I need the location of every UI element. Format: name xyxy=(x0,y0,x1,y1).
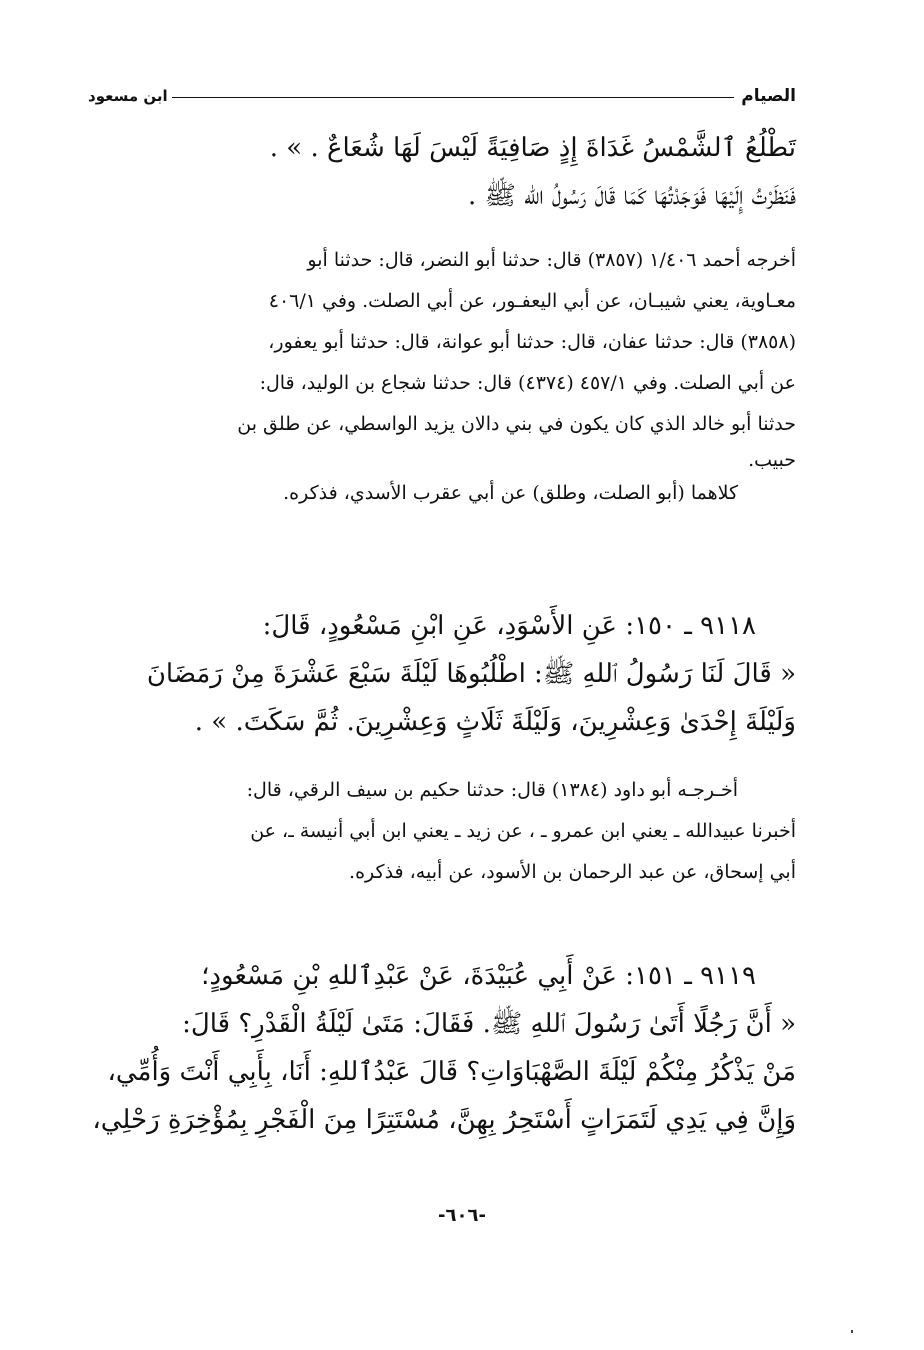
takhrij-line: أخبرنا عبيدالله ـ يعني ابن عمرو ـ ، عن زيد ـ يعني ابن أبي أنيسة ـ، عن xyxy=(250,820,796,842)
scan-speck xyxy=(851,1330,853,1333)
page-number: -٦٠٦- xyxy=(438,1205,486,1226)
hadith-heading: ٩١١٩ ـ ١٥١: عَنْ أَبِي عُبَيْدَةَ، عَنْ عَبْدِٱللهِ بْنِ مَسْعُودٍ؛ xyxy=(201,961,756,991)
hadith-heading: ٩١١٨ ـ ١٥٠: عَنِ الأَسْوَدِ، عَنِ ابْنِ مَسْعُودٍ، قَالَ: xyxy=(262,611,756,641)
takhrij-paragraph xyxy=(88,240,796,511)
takhrij-line: أبي إسحاق، عن عبد الرحمان بن الأسود، عن أبيه، فذكره. xyxy=(349,861,796,883)
takhrij-line: أخـرجـه أبو داود (١٣٨٤) قال: حدثنا حكيم بن سيف الرقي، قال: xyxy=(246,779,738,801)
hadith-line: تَطْلُعُ ٱلشَّمْسُ غَدَاةَ إِذٍ صَافِيَةً لَيْسَ لَهَا شُعَاعٌ . » . xyxy=(269,133,796,163)
takhrij-line: حبيب. xyxy=(748,449,796,471)
hadith-line: وَإِنَّ فِي يَدِي لَتَمَرَاتٍ أَسْتَحِرُ بِهِنَّ، مُسْتَتِرًا مِنَ الْفَجْرِ بِمُؤْخِرَةِ رَحْلِي، xyxy=(92,1105,796,1135)
header-section-title: الصيام xyxy=(741,86,796,106)
header-rule xyxy=(172,97,734,98)
hadith-line: مَنْ يَذْكُرُ مِنْكُمْ لَيْلَةَ الصَّهْبَاوَاتِ؟ قَالَ عَبْدُٱللهِ: أَنَا، بِأَبِي أَنْتَ وَأُمِّي، xyxy=(107,1057,796,1087)
hadith-9119 xyxy=(88,952,796,1144)
hadith-line: « أَنَّ رَجُلًا أَتَىٰ رَسُولَ ٱللهِ ﷺ. فَقَالَ: مَتَىٰ لَيْلَةُ الْقَدْرِ؟ قَالَ: xyxy=(182,1009,796,1039)
takhrij-line: معـاوية، يعني شيبـان، عن أبي اليعفـور، عن أبي الصلت. وفي ٤٠٦/١ xyxy=(268,290,796,312)
takhrij-line: عن أبي الصلت. وفي ٤٥٧/١ (٤٣٧٤) قال: حدثنا شجاع بن الوليد، قال: xyxy=(259,372,796,394)
hadith-continuation xyxy=(88,124,796,220)
hadith-line: فَنَظَرْتُ إِلَيْهَا فَوَجَدْتُهَا كَمَا قَالَ رَسُولُ الله ﷺ . xyxy=(467,181,796,211)
takhrij-line: حدثنا أبو خالد الذي كان يكون في بني دالان يزيد الواسطي، عن طلق بن xyxy=(237,413,796,435)
takhrij-line: (٣٨٥٨) قال: حدثنا عفان، قال: حدثنا أبو عوانة، قال: حدثنا أبو يعفور، xyxy=(268,331,796,353)
hadith-line: « قَالَ لَنَا رَسُولُ ٱللهِ ﷺ: اطْلُبُوهَا لَيْلَةَ سَبْعَ عَشْرَةَ مِنْ رَمَضَانَ xyxy=(146,659,796,689)
takhrij-line: أخرجه أحمد ١/٤٠٦ (٣٨٥٧) قال: حدثنا أبو النضر، قال: حدثنا أبو xyxy=(307,249,796,271)
takhrij-paragraph xyxy=(88,770,796,893)
header-author-name: ابن مسعود xyxy=(88,87,168,105)
takhrij-line: كلاهما (أبو الصلت، وطلق) عن أبي عقرب الأسدي، فذكره. xyxy=(283,482,738,504)
hadith-9118 xyxy=(88,602,796,746)
running-header xyxy=(88,82,796,110)
hadith-line: وَلَيْلَةَ إِحْدَىٰ وَعِشْرِينَ، وَلَيْلَةَ ثَلَاثٍ وَعِشْرِينَ. ثُمَّ سَكَتَ. » . xyxy=(194,707,796,737)
